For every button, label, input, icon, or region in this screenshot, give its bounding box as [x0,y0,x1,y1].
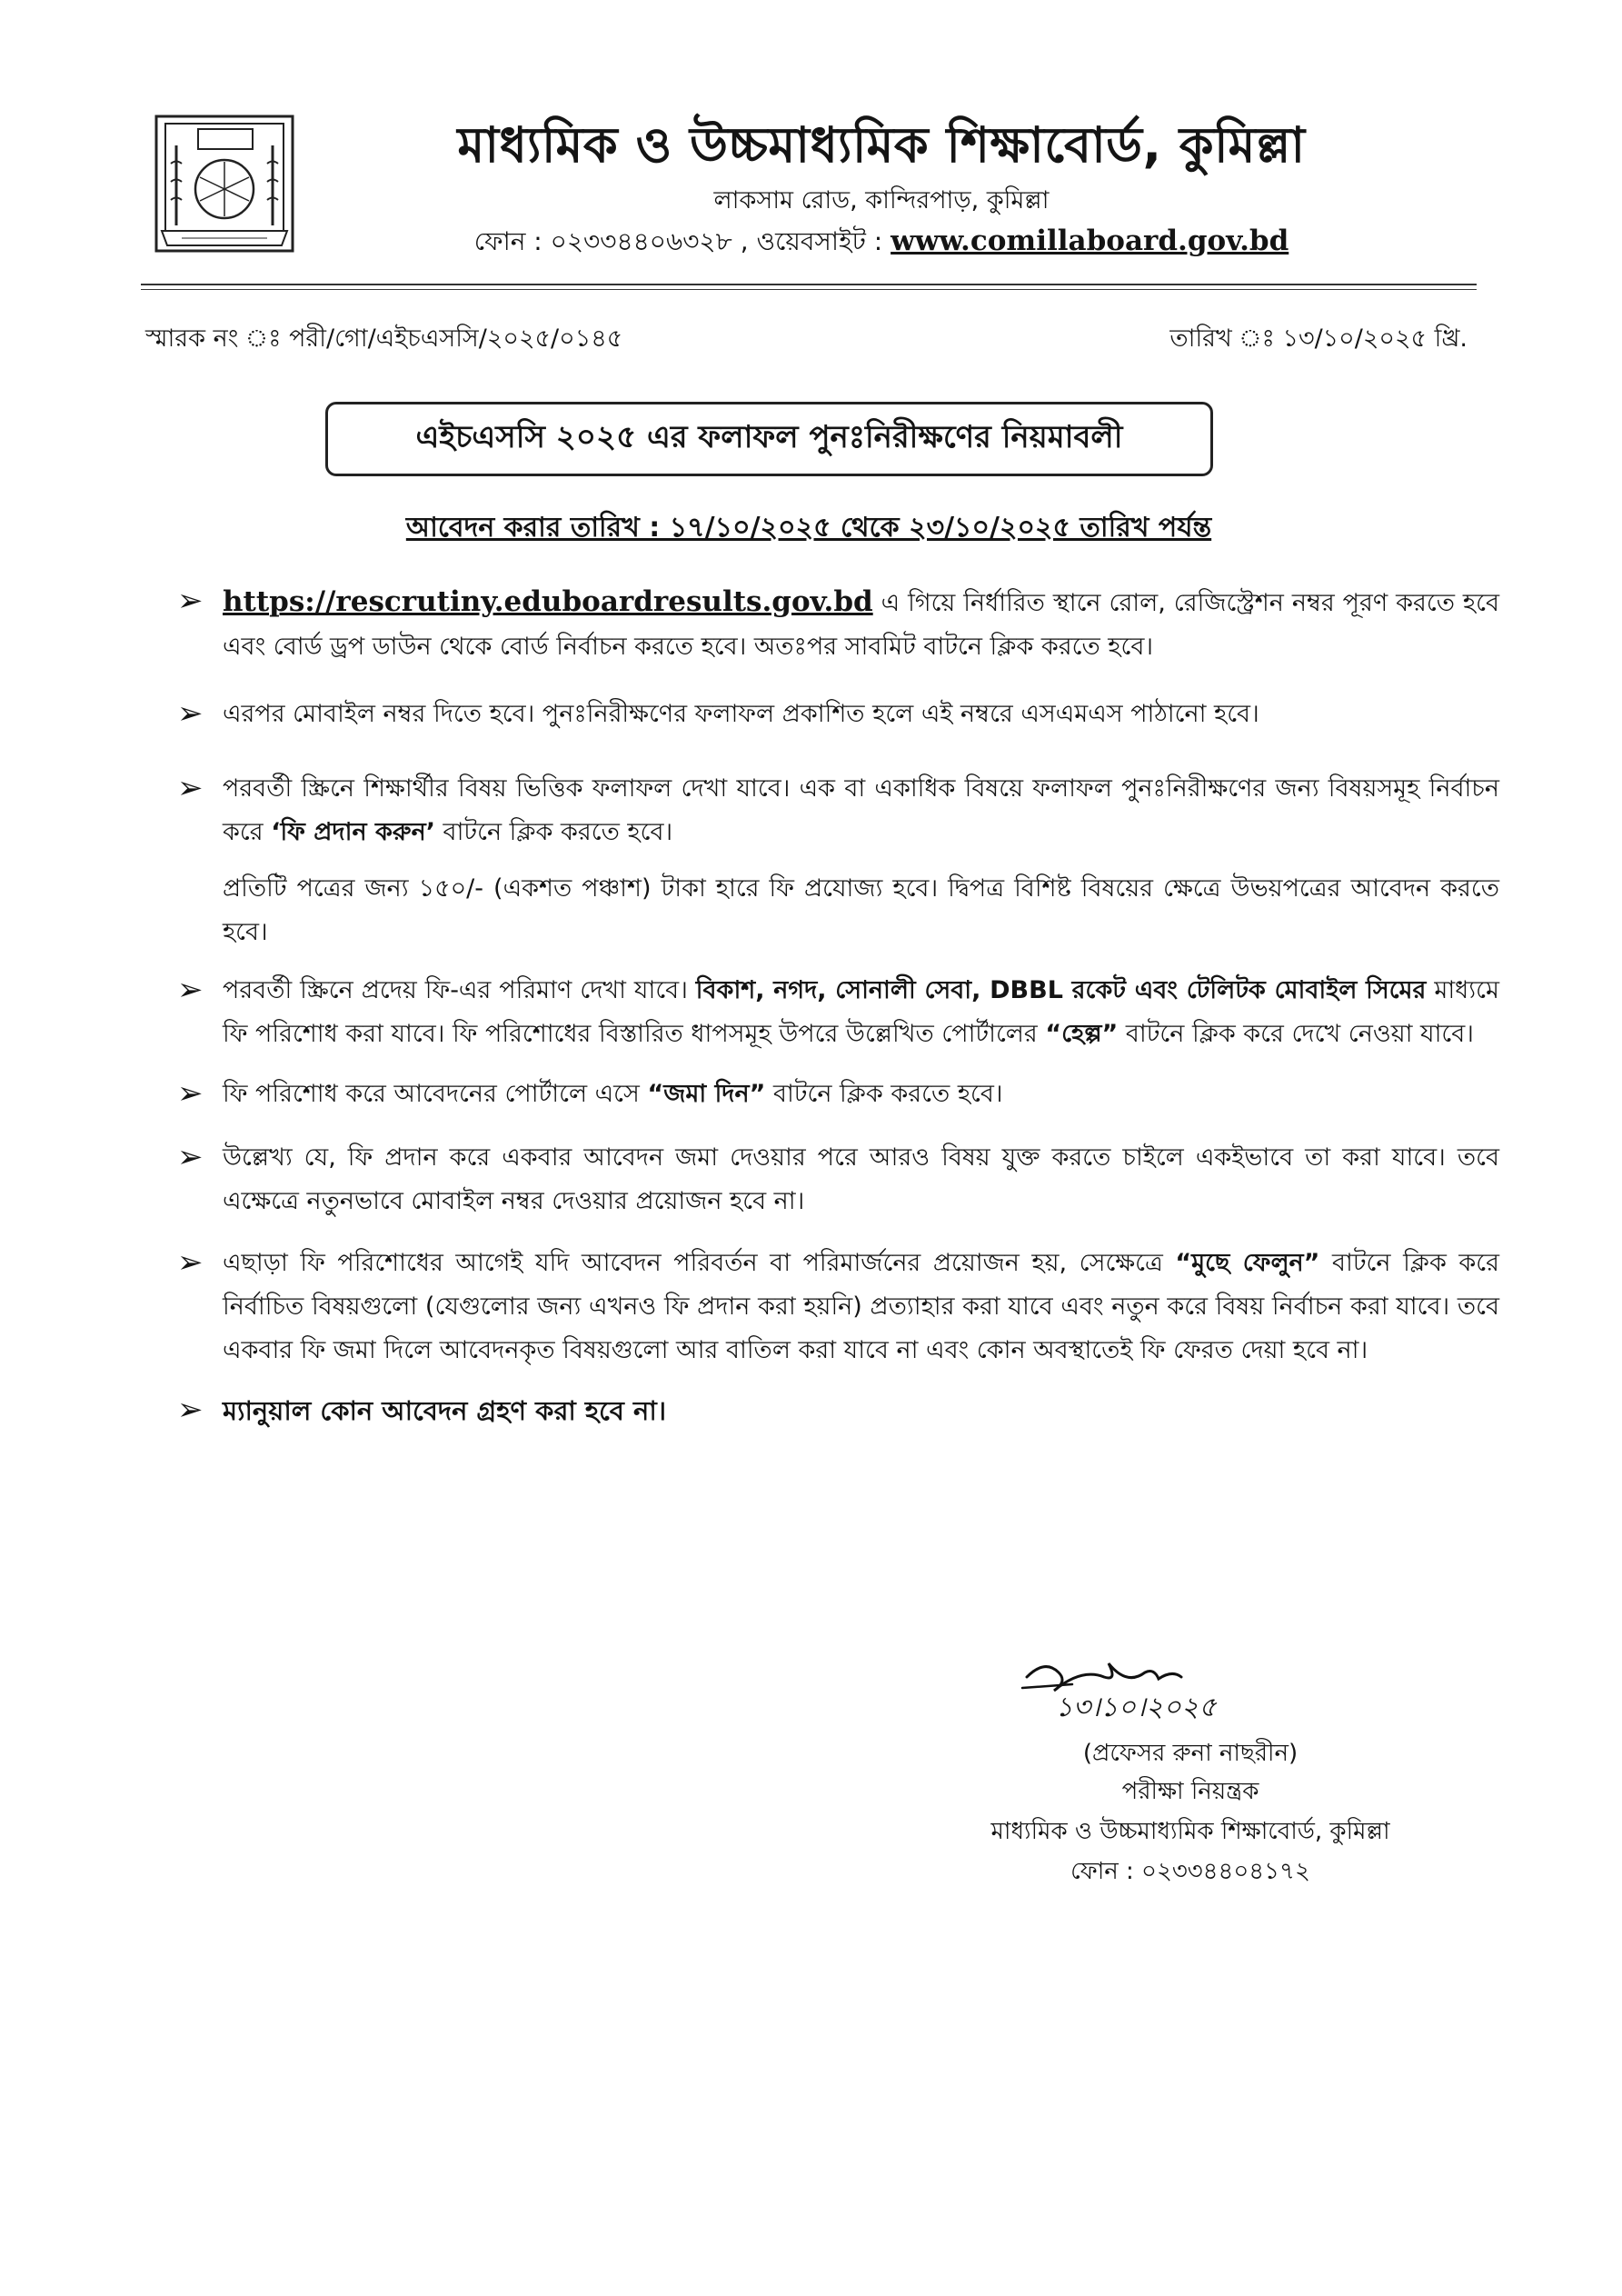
instruction-item-5 [177,1073,1499,1116]
fee-rate-note [177,867,1499,954]
fee-rate-text: প্রতিটি পত্রের জন্য ১৫০/- (একশত পঞ্চাশ) টাকা হারে ফি প্রযোজ্য হবে। দ্বিপত্র বিশিষ্ট বিষয়ের ক্ষেত্রে উভয়পত্রের আবেদন করতে হবে। [223,874,1499,946]
instruction-8-text: ম্যানুয়াল কোন আবেদন গ্রহণ করা হবে না। [223,1395,667,1426]
header-divider [141,284,1477,285]
rescrutiny-link[interactable]: https://rescrutiny.eduboardresults.gov.bd [223,585,873,618]
delete-button-label: “মুছে ফেলুন” [1175,1249,1320,1277]
memo-date: তারিখ ঃ ১৩/১০/২০২৫ খ্রি. [1169,324,1468,353]
instruction-list [177,580,1499,1433]
payment-methods: বিকাশ, নগদ, সোনালী সেবা, DBBL রকেট এবং টেলিটক মোবাইল সিমের [695,976,1427,1004]
instruction-4-text: পরবর্তী স্ক্রিনে প্রদেয় ফি-এর পরিমাণ দেখা যাবে। [223,976,696,1004]
instruction-1-text: এ গিয়ে নির্ধারিত স্থানে রোল, রেজিস্ট্রেশন নম্বর পূরণ করতে হবে এবং বোর্ড ড্রপ ডাউন থেকে বোর্ড নির্বাচন করতে হবে। অতঃপর সাবমিট বাটনে ক্লিক করতে হবে। [223,589,1499,661]
memo-reference: স্মারক নং ঃ পরী/গো/এইচএসসি/২০২৫/০১৪৫ [145,324,623,353]
signatory-office: মাধ্যমিক ও উচ্চমাধ্যমিক শিক্ষাবোর্ড, কুমিল্লা [990,1818,1390,1845]
arrow-bullet-icon: ➢ [177,583,204,619]
instruction-6-text: উল্লেখ্য যে, ফি প্রদান করে একবার আবেদন জমা দেওয়ার পরে আরও বিষয় যুক্ত করতে চাইলে একইভাবে তা করা যাবে। তবে এক্ষেত্রে নতুনভাবে মোবাইল নম্বর দেওয়ার প্রয়োজন হবে না। [223,1143,1499,1215]
application-date-text: আবেদন করার তারিখ : ১৭/১০/২০২৫ থেকে ২৩/১০/২০২৫ তারিখ পর্যন্ত [405,512,1212,544]
signatory-name: (প্রফেসর রুনা নাছরীন) [1082,1740,1299,1767]
instruction-item-4 [177,969,1499,1056]
board-contact [363,222,1399,265]
instruction-3-text: পরবর্তী স্ক্রিনে শিক্ষার্থীর বিষয় ভিত্তিক ফলাফল দেখা যাবে। এক বা একাধিক বিষয়ে ফলাফল পুনঃনিরীক্ষণের জন্য বিষয়সমূহ নির্বাচন করে [223,774,1499,846]
notice-title: এইচএসসি ২০২৫ এর ফলাফল পুনঃনিরীক্ষণের নিয়মাবলী [325,402,1213,476]
instruction-item-6 [177,1136,1499,1223]
instruction-item-1 [177,580,1499,669]
submit-button-label: “জমা দিন” [647,1080,766,1108]
board-website-link[interactable]: www.comillaboard.gov.bd [891,225,1289,257]
instruction-7-text-end: বাটনে ক্লিক করে নির্বাচিত বিষয়গুলো (যেগুলোর জন্য এখনও ফি প্রদান করা হয়নি) প্রত্যাহার করা যাবে এবং নতুন করে বিষয় নির্বাচন করা যাবে। তবে একবার ফি জমা দিলে আবেদনকৃত বিষয়গুলো আর বাতিল করা যাবে না এবং কোন অবস্থাতেই ফি ফেরত দেয়া হবে না। [223,1249,1499,1364]
arrow-bullet-icon: ➢ [177,1392,204,1428]
instruction-item-7 [177,1242,1499,1373]
instruction-4-text-end: বাটনে ক্লিক করে দেখে নেওয়া যাবে। [1118,1020,1474,1048]
arrow-bullet-icon: ➢ [177,1244,204,1281]
pay-fee-button-label: ‘ফি প্রদান করুন’ [271,818,435,846]
instruction-5-text: ফি পরিশোধ করে আবেদনের পোর্টালে এসে [223,1080,648,1108]
arrow-bullet-icon: ➢ [177,695,204,732]
application-date [327,505,1290,552]
board-address: লাকসাম রোড, কান্দিরপাড়, কুমিল্লা [713,186,1050,215]
instruction-2-text: এরপর মোবাইল নম্বর দিতে হবে। পুনঃনিরীক্ষণের ফলাফল প্রকাশিত হলে এই নম্বরে এসএমএস পাঠানো হবে। [223,700,1259,728]
help-button-label: “হেল্প” [1045,1020,1119,1048]
instruction-item-2 [177,693,1499,736]
signatory-designation: পরীক্ষা নিয়ন্ত্রক [1121,1778,1259,1805]
instruction-5-text-end: বাটনে ক্লিক করতে হবে। [765,1080,1003,1108]
arrow-bullet-icon: ➢ [177,1139,204,1175]
instruction-3-text-end: বাটনে ক্লিক করতে হবে। [434,818,673,846]
header-divider-thin [141,289,1477,290]
board-seal-logo [145,109,304,259]
arrow-bullet-icon: ➢ [177,1075,204,1112]
instruction-7-text: এছাড়া ফি পরিশোধের আগেই যদি আবেদন পরিবর্তন বা পরিমার্জনের প্রয়োজন হয়, সেক্ষেত্রে [223,1249,1176,1277]
arrow-bullet-icon: ➢ [177,972,204,1008]
board-phone: ফোন : ০২৩৩৪৪০৬৩২৮ , ওয়েবসাইট : [473,226,891,256]
arrow-bullet-icon: ➢ [177,770,204,806]
instruction-item-8 [177,1389,1499,1433]
instruction-4-text-mid: মাধ্যমে ফি পরিশোধ করা যাবে। ফি পরিশোধের বিস্তারিত ধাপসমূহ উপরে উল্লেখিত পোর্টালের [223,976,1499,1048]
signatory-phone: ফোন : ০২৩৩৪৪০৪১৭২ [1070,1858,1310,1885]
board-title: মাধ্যমিক ও উচ্চমাধ্যমিক শিক্ষাবোর্ড, কুমিল্লা [457,116,1306,174]
instruction-item-3 [177,767,1499,854]
signature-date: ১৩।১০।২০২৫ [1055,1692,1217,1723]
